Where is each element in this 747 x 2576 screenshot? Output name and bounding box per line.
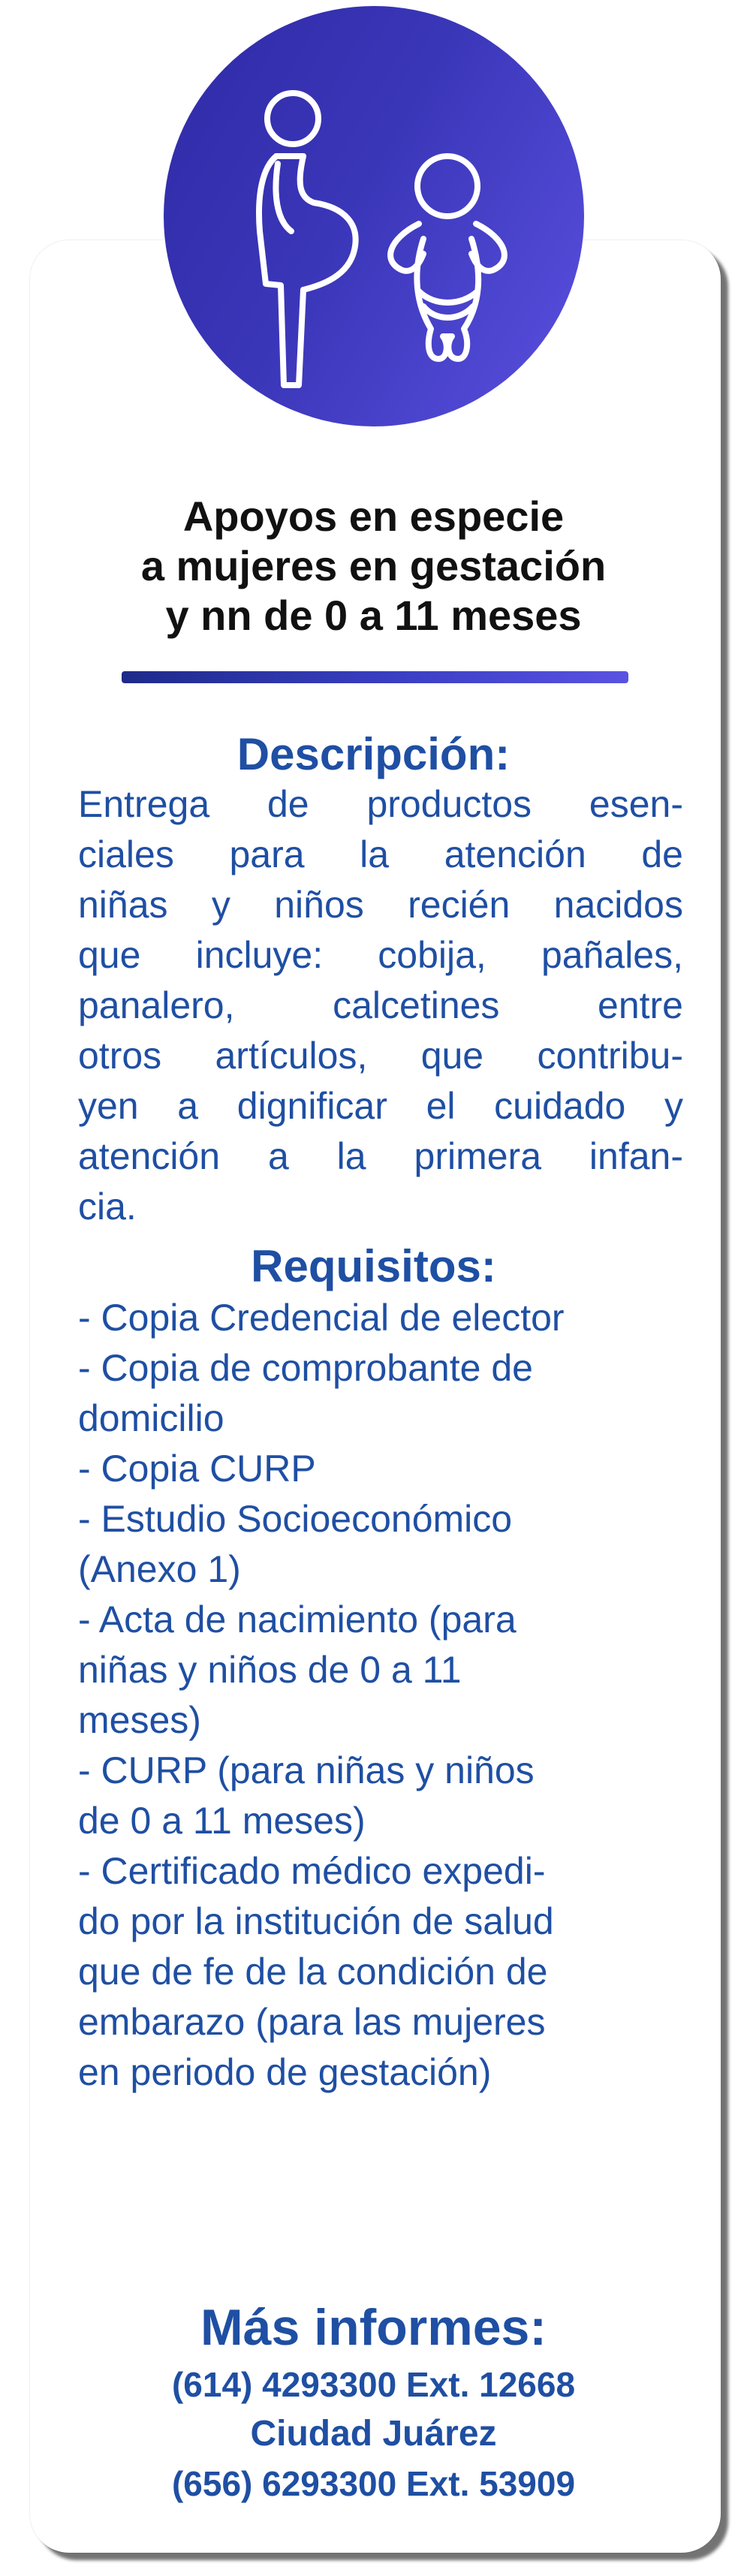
pregnant-woman-and-baby-icon <box>164 6 584 426</box>
description-text <box>78 779 683 1232</box>
description-line: niñas y niños recién nacidos <box>78 884 683 926</box>
requirements-list <box>78 1293 701 2098</box>
description-line: panalero, calcetines entre <box>78 984 683 1026</box>
title-underline <box>122 671 628 683</box>
header-icon-circle <box>164 6 584 426</box>
page-title <box>60 492 687 640</box>
requirement-line: - Estudio Socioeconómico <box>78 1498 513 1540</box>
contact-city: Ciudad Juárez <box>250 2414 497 2454</box>
requirement-line: que de fe de la condición de <box>78 1951 548 1993</box>
requirement-line: en periodo de gestación) <box>78 2051 492 2093</box>
requirement-line: do por la institución de salud <box>78 1900 554 1942</box>
requirement-line: (Anexo 1) <box>78 1548 241 1590</box>
requirement-line: embarazo (para las mujeres <box>78 2001 546 2043</box>
description-line: cia. <box>78 1186 137 1228</box>
requirement-line: niñas y niños de 0 a 11 <box>78 1649 462 1691</box>
requirement-line: - Copia Credencial de elector <box>78 1297 565 1339</box>
contact-phone-main: (614) 4293300 Ext. 12668 <box>171 2365 576 2404</box>
title-line: a mujeres en gestación <box>140 542 607 589</box>
requirement-line: de 0 a 11 meses) <box>78 1800 366 1842</box>
description-line: Entrega de productos esen- <box>78 783 683 825</box>
description-line: que incluye: cobija, pañales, <box>78 934 683 976</box>
description-line: yen a dignificar el cuidado y <box>78 1085 683 1127</box>
requirement-line: - Acta de nacimiento (para <box>78 1598 517 1641</box>
requirement-line: - Copia CURP <box>78 1448 316 1490</box>
description-line: otros artículos, que contribu- <box>78 1035 683 1077</box>
description-line: atención a la primera infan- <box>78 1135 683 1177</box>
contact-phone-city: (656) 6293300 Ext. 53909 <box>171 2464 576 2503</box>
title-line: y nn de 0 a 11 meses <box>165 592 582 639</box>
requirement-line: - Copia de comprobante de <box>78 1347 533 1389</box>
requirement-line: meses) <box>78 1699 201 1741</box>
description-heading: Descripción: <box>236 729 511 779</box>
description-line: ciales para la atención de <box>78 833 683 875</box>
requirement-line: - Certificado médico expedi- <box>78 1850 546 1892</box>
title-line: Apoyos en especie <box>182 493 565 540</box>
requirements-heading: Requisitos: <box>251 1241 496 1291</box>
requirement-line: domicilio <box>78 1397 224 1439</box>
requirement-line: - CURP (para niñas y niños <box>78 1749 535 1791</box>
contact-heading: Más informes: <box>200 2299 547 2356</box>
